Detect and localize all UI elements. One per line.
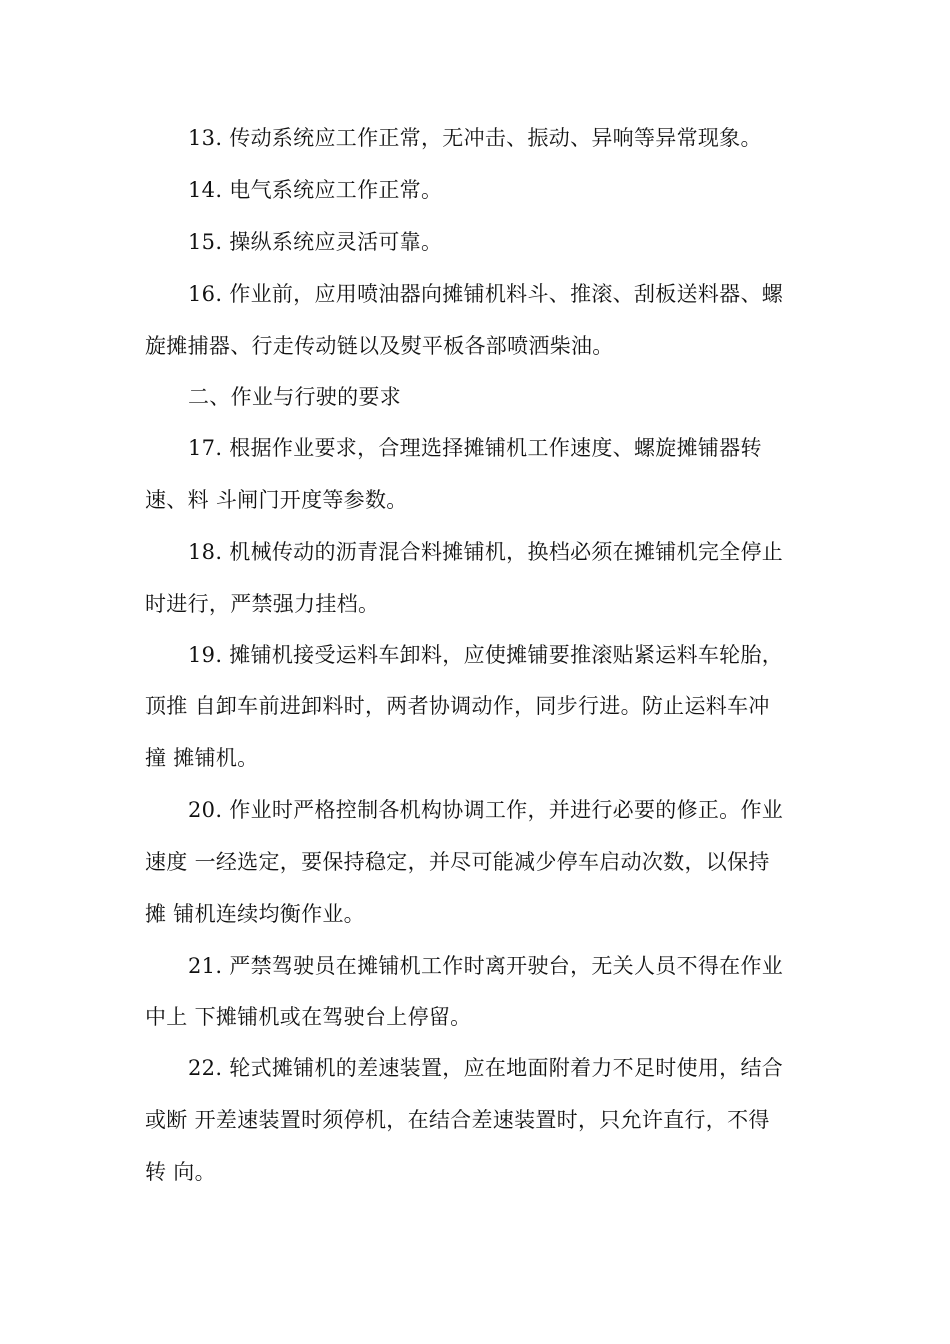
paragraph-22-line-2: 或断 开差速装置时须停机，在结合差速装置时，只允许直行，不得 xyxy=(145,1108,770,1132)
paragraph-21-line-1: 21. 严禁驾驶员在摊铺机工作时离开驶台，无关人员不得在作业 xyxy=(188,954,784,978)
paragraph-18-line-1: 18. 机械传动的沥青混合料摊铺机，换档必须在摊铺机完全停止 xyxy=(188,540,784,564)
paragraph-18-line-2: 时进行，严禁强力挂档。 xyxy=(145,592,380,616)
paragraph-20-line-2: 速度 一经选定，要保持稳定，并尽可能减少停车启动次数，以保持 xyxy=(145,850,770,874)
paragraph-16-line-2: 旋摊捕器、行走传动链以及熨平板各部喷洒柴油。 xyxy=(145,334,614,358)
paragraph-19-line-2: 顶推 自卸车前进卸料时，两者协调动作，同步行进。防止运料车冲 xyxy=(145,694,770,718)
paragraph-15-line-1: 15. 操纵系统应灵活可靠。 xyxy=(188,230,443,254)
section-heading: 二、作业与行驶的要求 xyxy=(188,385,401,409)
paragraph-13-line-1: 13. 传动系统应工作正常，无冲击、振动、异响等异常现象。 xyxy=(188,126,762,150)
paragraph-20-line-3: 摊 铺机连续均衡作业。 xyxy=(145,902,365,926)
paragraph-19-line-1: 19. 摊铺机接受运料车卸料，应使摊铺要推滚贴紧运料车轮胎， xyxy=(188,643,784,667)
paragraph-17-line-2: 速、料 斗闸门开度等参数。 xyxy=(145,488,408,512)
paragraph-21-line-2: 中上 下摊铺机或在驾驶台上停留。 xyxy=(145,1005,472,1029)
paragraph-22-line-1: 22. 轮式摊铺机的差速装置，应在地面附着力不足时使用，结合 xyxy=(188,1056,784,1080)
paragraph-14-line-1: 14. 电气系统应工作正常。 xyxy=(188,178,443,202)
paragraph-16-line-1: 16. 作业前，应用喷油器向摊铺机料斗、推滚、刮板送料器、螺 xyxy=(188,282,784,306)
paragraph-19-line-3: 撞 摊铺机。 xyxy=(145,746,259,770)
paragraph-20-line-1: 20. 作业时严格控制各机构协调工作，并进行必要的修正。作业 xyxy=(188,798,784,822)
paragraph-17-line-1: 17. 根据作业要求，合理选择摊铺机工作速度、螺旋摊铺器转 xyxy=(188,436,762,460)
paragraph-22-line-3: 转 向。 xyxy=(145,1160,216,1184)
